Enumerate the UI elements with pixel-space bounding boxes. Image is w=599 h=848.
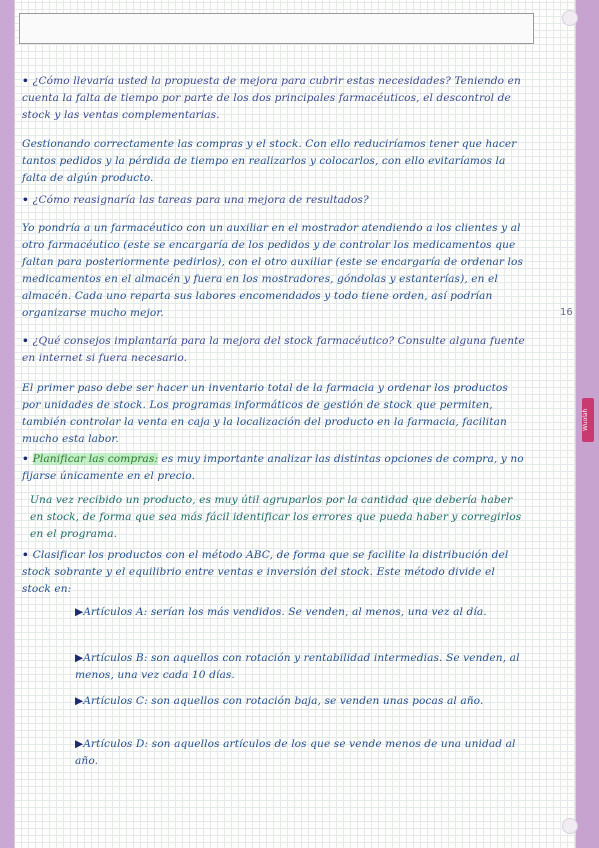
header-box [19, 13, 534, 44]
bullet-abc: • Clasificar los productos con el método ABC, de forma que se facilite la distribución del stock sobrante y el equilibrio entre ventas e inversión del stock. Este método divide el stock en: [22, 549, 509, 595]
answer-3: El primer paso debe ser hacer un inventario total de la farmacia y ordenar los productos por unidades de stock. Los programas informáticos de gestión de stock que permiten, también controlar la venta en caja y la localización del producto en la farmacia, facilitan mucho esta labor. [22, 382, 508, 445]
bullet-icon: • [22, 75, 33, 87]
abc-item: ▶Artículos A: serían los más vendidos. Se venden, al menos, una vez al día. [75, 606, 487, 618]
left-backdrop [0, 0, 14, 848]
answer-1: Gestionando correctamente las compras y el stock. Con ello reduciríamos tener que hacer tantos pedidos y la pérdida de tiempo en realizarlos y colocarlos, con ello evitaríamos la falta de algún producto. [22, 138, 517, 184]
side-tab [582, 398, 594, 442]
margin-mark: 16 [560, 307, 573, 318]
answer-2: Yo pondría a un farmacéutico con un auxiliar en el mostrador atendiendo a los clientes y al otro farmacéutico (este se encargaría de los pedidos y de controlar los medicamentos que faltan para posteriormente pedirlos), con el otro auxiliar (este se encargaría de ordenar los medicamentos en el almacén y fuera en los mostradores, góndolas y estanterías), en el almacén. Cada uno reparta sus labores encomendados y todo tiene orden, así podrían organizarse mucho mejor. [22, 222, 524, 319]
bullet-icon: • [22, 549, 33, 561]
arrow-icon: ▶ [75, 738, 84, 750]
punch-hole [562, 10, 578, 26]
punch-hole [562, 818, 578, 834]
bullet-icon: • [22, 194, 33, 206]
arrow-icon: ▶ [75, 695, 84, 707]
bullet-icon: • [22, 335, 33, 347]
question-3: • ¿Qué consejos implantaría para la mejora del stock farmacéutico? Consulte alguna fuente en internet si fuera necesario. [22, 335, 525, 364]
bullet-planificar-note: Una vez recibido un producto, es muy útil agruparlos por la cantidad que debería haber en stock, de forma que sea más fácil identificar los errores que pueda haber y corregirlos en el programa. [30, 494, 522, 540]
abc-item: ▶Artículos B: son aquellos con rotación y rentabilidad intermedias. Se venden, al menos, una vez cada 10 días. [75, 652, 520, 681]
bullet-planificar: • Planificar las compras: es muy importante analizar las distintas opciones de compra, y no fijarse únicamente en el precio. [22, 453, 524, 482]
question-2: • ¿Cómo reasignaría las tareas para una mejora de resultados? [22, 194, 369, 206]
abc-item: ▶Artículos D: son aquellos artículos de los que se vende menos de una unidad al año. [75, 738, 516, 767]
bullet-title: Planificar las compras: [32, 453, 159, 465]
bullet-icon: • [22, 453, 33, 465]
question-1: • ¿Cómo llevaría usted la propuesta de mejora para cubrir estas necesidades? Teniendo en cuenta la falta de tiempo por parte de los dos principales farmacéuticos, el descontrol de stock y las ventas complementarias. [22, 75, 521, 121]
arrow-icon: ▶ [75, 652, 84, 664]
arrow-icon: ▶ [75, 606, 84, 618]
abc-item: ▶Artículos C: son aquellos con rotación baja, se venden unas pocas al año. [75, 695, 484, 707]
side-tab-label: Wuolah [582, 408, 589, 432]
